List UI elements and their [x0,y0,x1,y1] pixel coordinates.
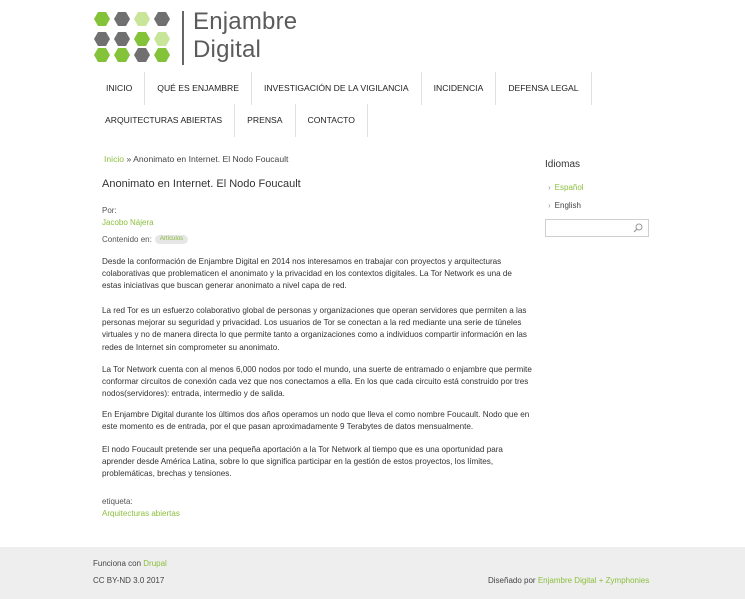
tag-link[interactable]: Arquitecturas abiertas [102,509,180,518]
content-in [102,235,188,244]
footer [0,547,745,599]
logo-divider [182,11,184,65]
chevron-right-icon: › [548,183,551,192]
content-in-label: Contenido en: [102,235,152,244]
nav-row-1 [93,72,579,105]
article-paragraph-5: El nodo Foucault pretende ser una pequeña aportación a la Tor Network al tiempo que es una oportunidad para aprender desde América Latina, sobre lo que significa participar en la gestión de estos proyectos, los límites, problemáticas, brechas y tensiones. [102,445,503,479]
author-link[interactable]: Jacobo Nájera [102,218,154,227]
language-item-espanol[interactable] [548,183,584,192]
page-title: Anonimato en Internet. El Nodo Foucault [102,178,301,190]
designer-link[interactable]: Enjambre Digital + Zymphonies [537,576,650,585]
nav-item-arquitecturas-abiertas[interactable]: ARQUITECTURAS ABIERTAS [93,104,235,137]
nav-item-incidencia[interactable]: INCIDENCIA [422,72,497,105]
nav-row-2 [93,104,543,137]
site-logo[interactable] [92,9,302,67]
main-navigation [93,72,579,137]
designed-by [488,576,649,585]
article-paragraph-2: La red Tor es un esfuerzo colaborativo global de personas y organizaciones que operan servidores que permiten a las personas mejorar su seguridad y privacidad. Los usuarios de Tor se conectan a la red mediante una serie de túneles virtuales y no de manera directa lo que permite tanto a organizaciones como a individuos compartir información en las redes de Internet sin comprometer su anonimato. [102,306,527,352]
nav-item-contacto[interactable]: CONTACTO [296,104,368,137]
breadcrumb [104,154,288,164]
author-label: Por: [102,206,117,215]
sidebar-title: Idiomas [545,159,581,170]
powered-by [93,559,167,568]
nav-item-inicio[interactable]: INICIO [93,72,145,105]
nav-item-defensa-legal[interactable]: DEFENSA LEGAL [496,72,591,105]
language-label: English [554,201,581,210]
language-item-english[interactable] [548,201,581,210]
logo-line-1: Enjambre [193,8,298,35]
chevron-right-icon: › [548,201,551,210]
nav-item-prensa[interactable]: PRENSA [235,104,295,137]
breadcrumb-current: Anonimato en Internet. El Nodo Foucault [133,154,289,164]
drupal-link[interactable]: Drupal [143,559,167,568]
tag-label: etiqueta: [102,497,133,506]
license-text: CC BY-ND 3.0 2017 [93,576,165,585]
hexagon-logo-icon [92,9,180,67]
search-input[interactable] [545,219,649,237]
article-paragraph-4: En Enjambre Digital durante los últimos dos años operamos un nodo que lleva el como nombre Foucault. Nodo que en este momento es de entrada, por el que pasan aproximadamente 9 Terabytes de datos mensualmente. [102,410,530,432]
category-badge[interactable]: Artículos [155,235,188,244]
logo-line-2: Digital [193,36,262,63]
designed-label: Diseñado por [488,576,536,585]
search-icon[interactable] [633,223,643,233]
powered-label: Funciona con [93,559,142,568]
article-paragraph-3: La Tor Network cuenta con al menos 6,000 nodos por todo el mundo, una suerte de entramado o enjambre que permite conformar circuitos de conexión cada vez que nos conectamos a ella. En los que cada circuito está construido por tres nodos(servidores): entrada, intermedio y de salida. [102,365,532,399]
breadcrumb-separator: » [124,154,134,164]
nav-item-que-es-enjambre[interactable]: QUÉ ES ENJAMBRE [145,72,252,105]
language-label: Español [554,183,584,192]
logo-text [193,8,297,64]
breadcrumb-home-link[interactable]: Inicio [104,154,125,164]
nav-item-investigacion[interactable]: INVESTIGACIÓN DE LA VIGILANCIA [252,72,422,105]
article-paragraph-1: Desde la conformación de Enjambre Digital en 2014 nos interesamos en trabajar con proyectos y arquitecturas colaborativas que problematicen el anonimato y la privacidad en los contextos digitales. La Tor Network es una de estas iniciativas que buscan generar anonimato a nivel capa de red. [102,257,512,291]
